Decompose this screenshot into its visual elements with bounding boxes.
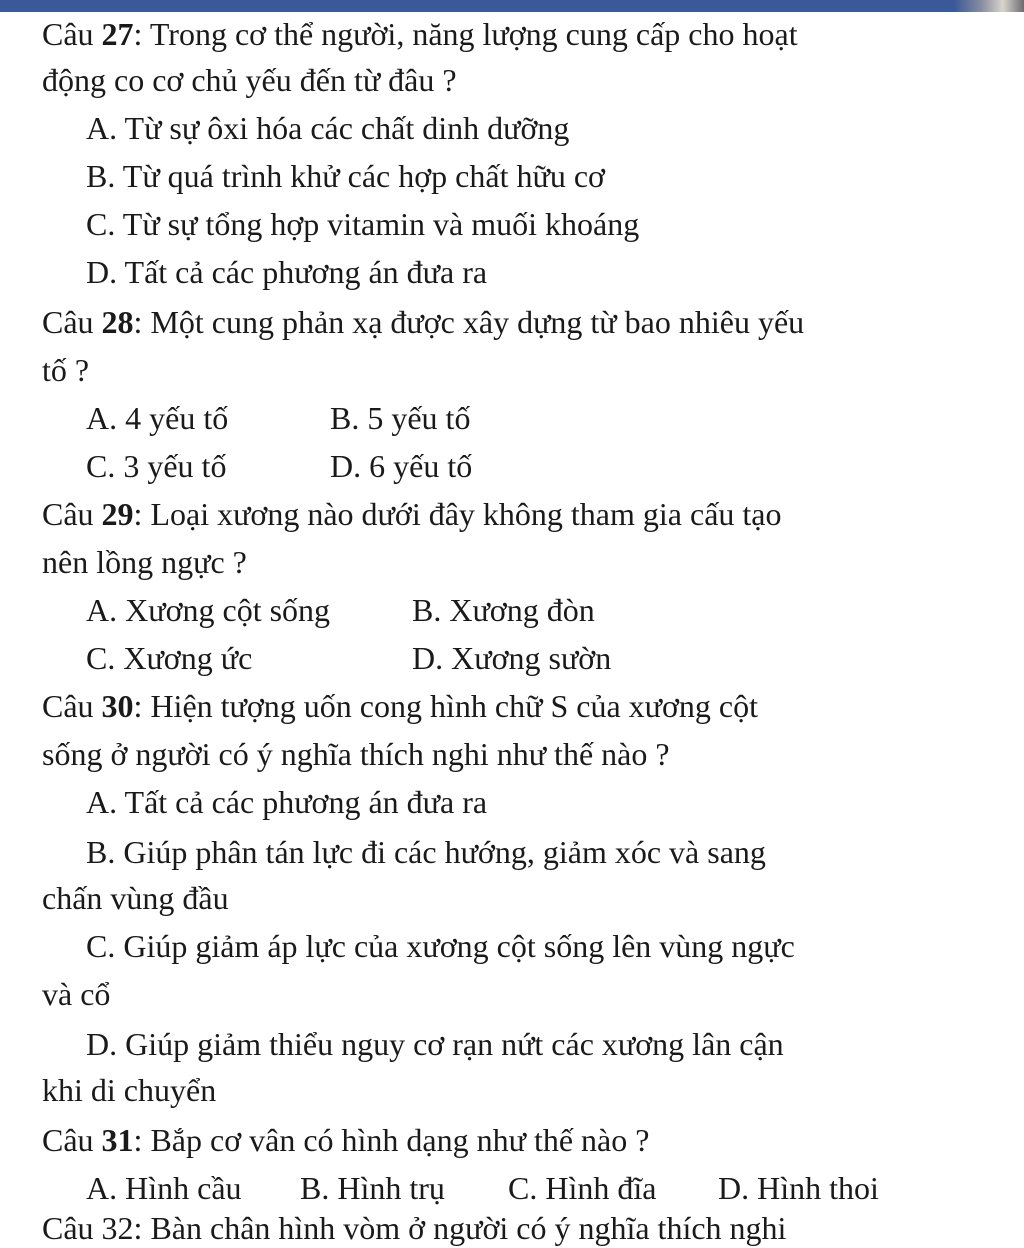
question-29-stem <box>42 494 781 534</box>
question-31-option-a: A. Hình cầu <box>86 1170 242 1206</box>
question-30-stem <box>42 686 758 726</box>
question-30-option-c: C. Giúp giảm áp lực của xương cột sống lên vùng ngực <box>86 928 795 964</box>
question-29-option-b: B. Xương đòn <box>412 592 595 628</box>
question-29-stem-cont: nên lồng ngực ? <box>42 544 247 580</box>
question-31-stem <box>42 1120 649 1160</box>
question-28-option-a: A. 4 yếu tố <box>86 400 229 436</box>
question-prefix: Câu <box>42 16 102 52</box>
question-27-option-b: B. Từ quá trình khử các hợp chất hữu cơ <box>86 158 605 194</box>
question-28-option-b: B. 5 yếu tố <box>330 400 471 436</box>
question-text: : Hiện tượng uốn cong hình chữ S của xương cột <box>133 688 758 724</box>
question-prefix: Câu <box>42 688 102 724</box>
question-30-option-d: D. Giúp giảm thiểu nguy cơ rạn nứt các xương lân cận <box>86 1026 784 1062</box>
question-30-option-a: A. Tất cả các phương án đưa ra <box>86 784 488 820</box>
question-number: 29 <box>101 496 134 532</box>
question-text: : Trong cơ thể người, năng lượng cung cấp cho hoạt <box>133 16 798 52</box>
question-text: : Một cung phản xạ được xây dựng từ bao nhiêu yếu <box>133 304 805 340</box>
question-30-option-c-cont: và cổ <box>42 976 111 1012</box>
question-31-option-b: B. Hình trụ <box>300 1170 445 1206</box>
question-30-option-b: B. Giúp phân tán lực đi các hướng, giảm xóc và sang <box>86 834 766 870</box>
question-prefix: Câu <box>42 304 102 340</box>
question-29-option-c: C. Xương ức <box>86 640 253 676</box>
question-29-option-d: D. Xương sườn <box>412 640 612 676</box>
question-27-option-a: A. Từ sự ôxi hóa các chất dinh dưỡng <box>86 110 570 146</box>
question-32-stem-cutoff: Câu 32: Bàn chân hình vòm ở người có ý nghĩa thích nghi <box>42 1210 787 1246</box>
question-29-option-a: A. Xương cột sống <box>86 592 331 628</box>
question-28-stem <box>42 302 804 342</box>
question-30-option-d-cont: khi di chuyển <box>42 1072 217 1108</box>
question-27-option-d: D. Tất cả các phương án đưa ra <box>86 254 488 290</box>
question-prefix: Câu <box>42 496 102 532</box>
question-27-stem-cont: động co cơ chủ yếu đến từ đâu ? <box>42 62 457 98</box>
question-31-option-c: C. Hình đĩa <box>508 1170 657 1206</box>
question-28-option-d: D. 6 yếu tố <box>330 448 473 484</box>
question-number: 30 <box>101 688 134 724</box>
question-text: : Loại xương nào dưới đây không tham gia cấu tạo <box>133 496 782 532</box>
question-31-option-d: D. Hình thoi <box>718 1170 879 1206</box>
question-number: 27 <box>101 16 134 52</box>
question-27-option-c: C. Từ sự tổng hợp vitamin và muối khoáng <box>86 206 640 242</box>
question-30-option-b-cont: chấn vùng đầu <box>42 880 229 916</box>
question-30-stem-cont: sống ở người có ý nghĩa thích nghi như thế nào ? <box>42 736 670 772</box>
question-28-option-c: C. 3 yếu tố <box>86 448 227 484</box>
question-28-stem-cont: tố ? <box>42 352 90 388</box>
question-prefix: Câu <box>42 1122 102 1158</box>
question-27-stem <box>42 14 798 54</box>
question-number: 31 <box>101 1122 134 1158</box>
question-number: 28 <box>101 304 134 340</box>
question-text: : Bắp cơ vân có hình dạng như thế nào ? <box>133 1122 650 1158</box>
